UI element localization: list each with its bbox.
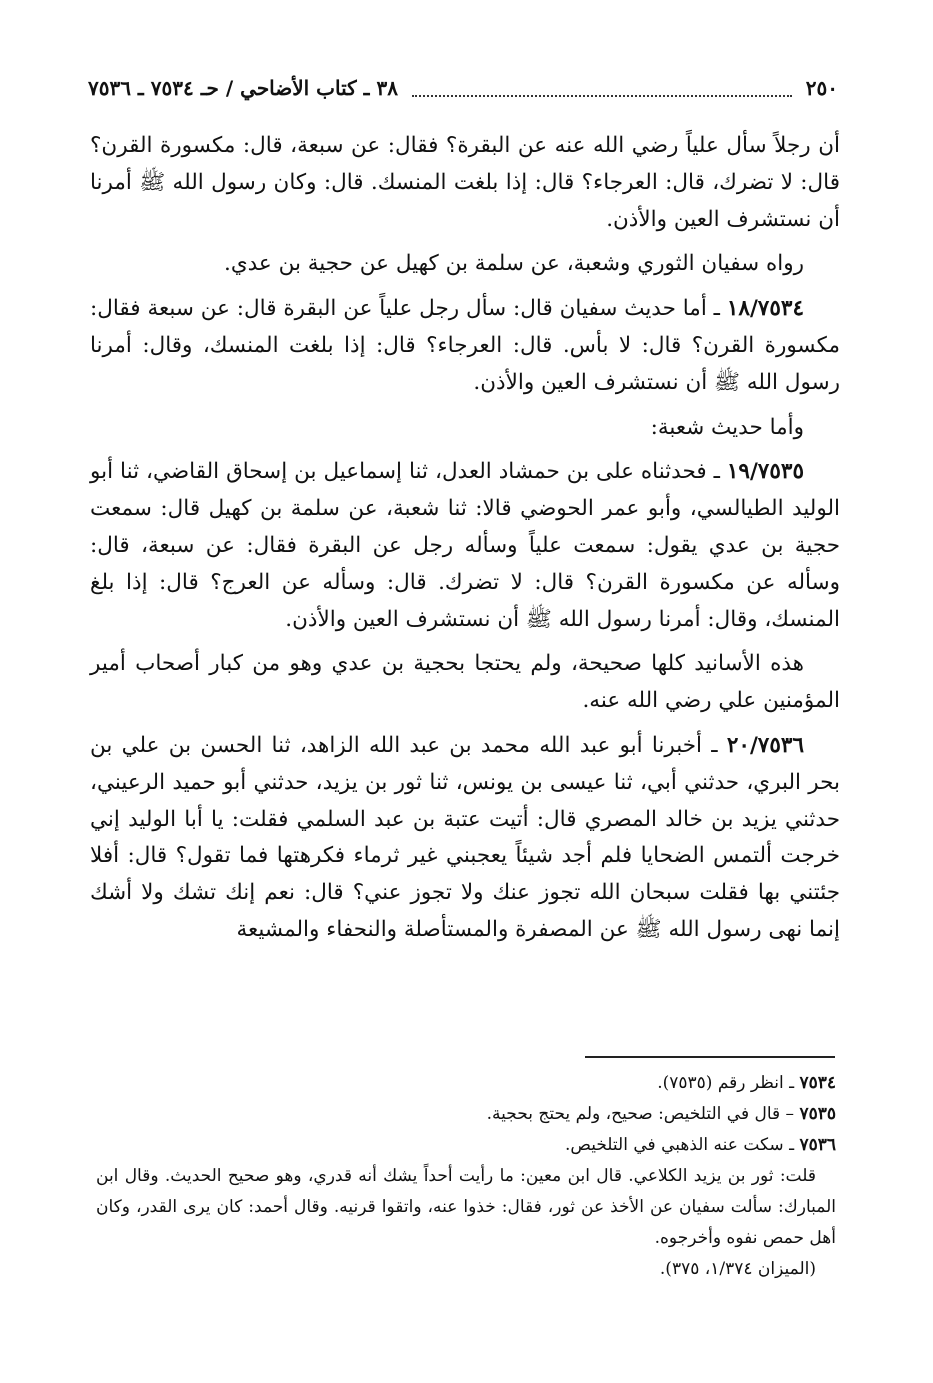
- footnote-7535: [96, 1099, 836, 1130]
- footnote-7536: [96, 1130, 836, 1161]
- main-text: [90, 128, 840, 957]
- footnote-text: ـ سكت عنه الذهبي في التلخيص.: [564, 1135, 800, 1155]
- paragraph-2: رواه سفيان الثوري وشعبة، عن سلمة بن كهيل عن حجية بن عدي.: [223, 251, 804, 277]
- hadith-text: ـ أخبرنا أبو عبد الله محمد بن عبد الله الزاهد، ثنا الحسن بن علي بن بحر البري، حدثني أبي، ثنا عيسى بن يونس، ثنا ثور بن يزيد، حدثني أبو حميد الرعيني، حدثني يزيد بن خالد المصري قال: أتيت عتبة بن عبد السلمي فقلت: يا أبا الوليد إني خرجت ألتمس الضحايا فلم أجد شيئاً يعجبني غير ثرماء فكرهتها فما تقول؟ قال: أفلا جئتني بها فقلت سبحان الله تجوز عنك ولا تجوز عني؟ قال: نعم إنك تشك ولا أشك إنما نهى رسول الله ﷺ عن المصفرة والمستأصلة والنحفاء والمشيعة: [90, 732, 840, 942]
- paragraph-6: هذه الأسانيد كلها صحيحة، ولم يحتجا بحجية بن عدي وهو من كبار أصحاب أمير المؤمنين علي رضي الله عنه.: [90, 651, 840, 714]
- page-number: ٢٥٠: [805, 76, 838, 100]
- footnote-number: ٧٥٣٦: [799, 1135, 836, 1155]
- paragraph-1: أن رجلاً سأل علياً رضي الله عنه عن البقرة؟ فقال: عن سبعة، قال: مكسورة القرن؟ قال: لا تضرك، قال: العرجاء؟ قال: إذا بلغت المنسك. قال: وكان رسول الله ﷺ أمرنا أن نستشرف العين والأذن.: [90, 133, 840, 232]
- hadith-number: ٢٠/٧٥٣٦: [726, 732, 804, 758]
- footnote-number: ٧٥٣٥: [799, 1104, 836, 1124]
- footnote-text: – قال في التلخيص: صحيح، ولم يحتج بحجية.: [486, 1104, 800, 1124]
- hadith-text: ـ فحدثناه على بن حمشاد العدل، ثنا إسماعيل بن إسحاق القاضي، ثنا أبو الوليد الطيالسي، وأبو عمر الحوضي قالا: ثنا شعبة، عن سلمة بن كهيل قال: سمعت حجية بن عدي يقول: سمعت علياً وسأله رجل عن البقرة فقال: عن سبعة، قال: وسأله عن مكسورة القرن؟ قال: لا تضرك. قال: وسأله عن العرج؟ قال: إذا بلغ المنسك، وقال: أمرنا رسول الله ﷺ أن نستشرف العين والأذن.: [90, 459, 840, 632]
- footnotes: [96, 1068, 836, 1285]
- hadith-7534: [90, 291, 840, 401]
- hadith-number: ١٩/٧٥٣٥: [726, 459, 804, 485]
- footnote-text: ـ انظر رقم (٧٥٣٥).: [657, 1073, 800, 1093]
- running-header: [88, 76, 838, 100]
- header-title: ٣٨ ـ كتاب الأضاحي / حـ ٧٥٣٤ ـ ٧٥٣٦: [88, 76, 398, 100]
- hadith-number: ١٨/٧٥٣٤: [726, 296, 804, 322]
- footnote-number: ٧٥٣٤: [799, 1073, 836, 1093]
- paragraph-4: وأما حديث شعبة:: [650, 414, 804, 440]
- hadith-text: ـ أما حديث سفيان قال: سأل رجل علياً عن البقرة قال: عن سبعة فقال: مكسورة القرن؟ قال: لا بأس. قال: العرجاء؟ قال: إذا بلغت المنسك، وقال: أمرنا رسول الله ﷺ أن نستشرف العين والأذن.: [90, 296, 840, 395]
- footnote-comment: قلت: ثور بن يزيد الكلاعي. قال ابن معين: ما رأيت أحداً يشك أنه قدري، وهو صحيح الحديث. وقال ابن المبارك: سألت سفيان عن الأخذ عن ثور، فقال: خذوا عنه، واتقوا قرنيه. وقال أحمد: كان يرى القدر، وكان أهل حمص نفوه وأخرجوه.: [96, 1166, 836, 1248]
- footnote-7534: [96, 1068, 836, 1099]
- footnote-divider: [585, 1056, 835, 1058]
- header-dotted-leader: [412, 89, 792, 97]
- footnote-reference: (الميزان ١/٣٧٤، ٣٧٥).: [659, 1259, 816, 1279]
- hadith-7536: [90, 728, 840, 949]
- hadith-7535: [90, 454, 840, 638]
